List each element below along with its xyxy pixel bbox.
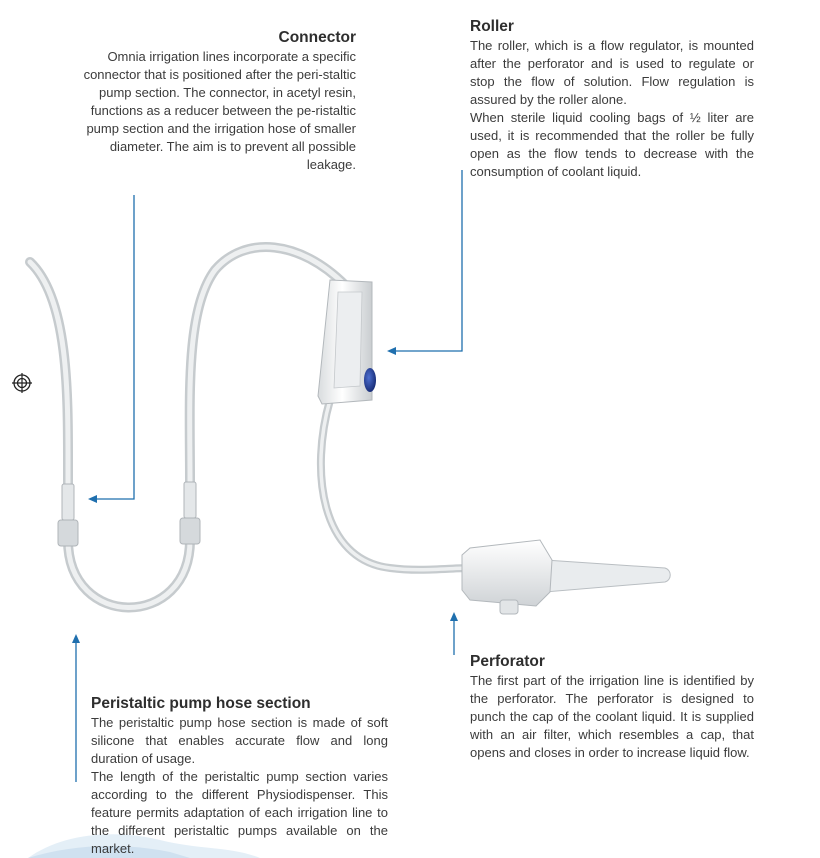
perforator-title: Perforator: [470, 653, 545, 670]
pump-hose-paragraph: The peristaltic pump hose section is made of soft silicone that enables accurate flow and long duration of usage.: [91, 715, 388, 766]
roller-title: Roller: [470, 18, 514, 35]
perforator-arrowhead: [450, 612, 458, 621]
roller-arrowhead: [387, 347, 396, 355]
connector-section: [60, 28, 356, 174]
roller-section: [470, 17, 754, 181]
pointer-lines: [76, 170, 462, 782]
roller-pointer-line: [394, 170, 462, 351]
perforator-section: [470, 652, 754, 762]
connector-arrowhead: [88, 495, 97, 503]
hose-connector: [58, 482, 200, 546]
perforator-body: The first part of the irrigation line is identified by the perforator. The perforator is designed to punch the cap of the coolant liquid. It is supplied with an air filter, which resembles a cap, that opens and closes in order to increase liquid flow.: [470, 673, 754, 760]
perforator-spike: [462, 540, 670, 614]
pump-arrowhead: [72, 634, 80, 643]
connector-body: Omnia irrigation lines incorporate a specific connector that is positioned after the peri-staltic pump section. The connector, in acetyl resin, functions as a reducer between the pe-ristaltic pump section and the irrigation hose of smaller diameter. The aim is to prevent all possible leakage.: [83, 49, 356, 172]
roller-paragraph: When sterile liquid cooling bags of ½ liter are used, it is recommended that the roller be fully open as the flow tends to decrease with the consumption of coolant liquid.: [470, 110, 754, 179]
pointer-arrowheads: [72, 347, 458, 643]
roller-clamp: [318, 280, 376, 404]
connector-title: Connector: [278, 29, 356, 46]
crosshair-icon: [12, 373, 32, 393]
irrigation-hose: [30, 247, 470, 607]
roller-paragraph: The roller, which is a flow regulator, is mounted after the perforator and is used to regulate or stop the flow of solution. Flow regulation is assured by the roller alone.: [470, 38, 754, 107]
pump-hose-paragraph: The length of the peristaltic pump section varies according to the different Physiodispenser. This feature permits adaptation of each irrigation line to the different peristaltic pumps available on the market.: [91, 769, 388, 856]
roller-wheel: [364, 368, 376, 392]
pump-hose-section: [91, 694, 388, 858]
connector-pointer-line: [96, 195, 134, 499]
pump-hose-title: Peristaltic pump hose section: [91, 695, 311, 712]
